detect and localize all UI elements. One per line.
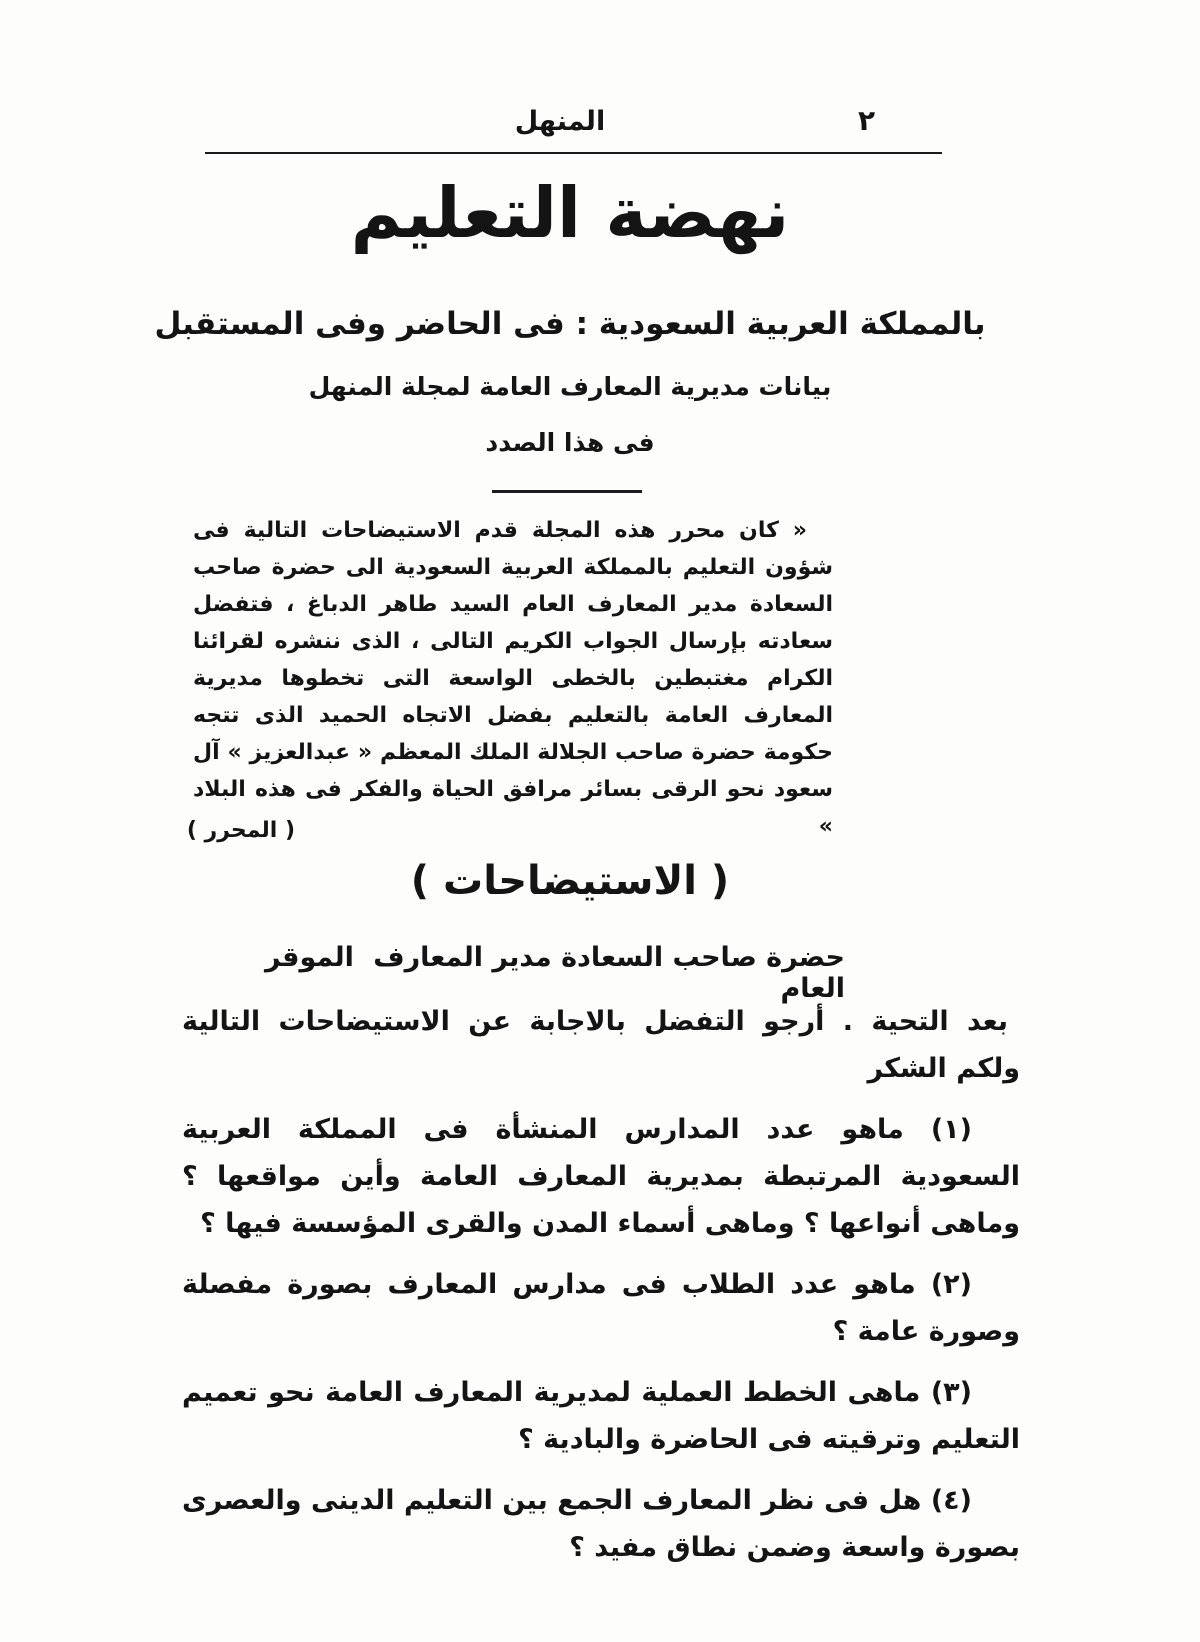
article-title: نهضة التعليم — [350, 172, 790, 254]
opening-line: بعد التحية . أرجو التفضل بالاجابة عن الاستيضاحات التالية ولكم الشكر — [182, 1006, 1020, 1084]
byline-line-2: فى هذا الصدد — [485, 428, 655, 457]
journal-title: المنهل — [514, 106, 606, 137]
question-item-1: (١) ماهو عدد المدارس المنشأة فى المملكة العربية السعودية المرتبطة بمديرية المعارف العامة وأين مواقعها ؟ وماهى أنواعها ؟ وماهى أسماء المدن والقرى المؤسسة فيها ؟ — [182, 1114, 1020, 1239]
article-subtitle: بالمملكة العربية السعودية : فى الحاضر وفى المستقبل — [154, 306, 986, 342]
header-rule — [205, 152, 942, 154]
question-item-3: (٣) ماهى الخطط العملية لمديرية المعارف العامة نحو تعميم التعليم وترقيته فى الحاضرة والبادية ؟ — [182, 1377, 1020, 1455]
questions-block — [182, 998, 1020, 1585]
section-heading: ( الاستيضاحات ) — [410, 858, 730, 904]
editor-signature: ( المحرر ) — [186, 818, 295, 843]
salutation-addressee: حضرة صاحب السعادة مدير المعارف العام — [373, 942, 845, 1004]
question-item-2: (٢) ماهو عدد الطلاب فى مدارس المعارف بصورة مفصلة وصورة عامة ؟ — [182, 1269, 1020, 1347]
page-number: ٢ — [858, 104, 876, 137]
intro-paragraph: « كان محرر هذه المجلة قدم الاستيضاحات التالية فى شؤون التعليم بالمملكة العربية السعودية الى حضرة صاحب السعادة مدير المعارف العام السيد طاهر الدباغ ، فتفضل سعادته بإرسال الجواب الكريم التالى ، الذى ننشره لقرائنا الكرام مغتبطين بالخطى الواسعة التى تخطوها مديرية المعارف العامة بالتعليم بفضل الاتجاه الحميد الذى تتجه حكومة حضرة صاحب الجلالة الملك المعظم « عبدالعزيز » آل سعود نحو الرقى بسائر مرافق الحياة والفكر فى هذه البلاد » — [193, 518, 833, 839]
salutation-line — [265, 942, 845, 1004]
title-divider-rule — [492, 490, 642, 493]
salutation-honorific: الموقر — [265, 942, 354, 973]
byline-line-1: بيانات مديرية المعارف العامة لمجلة المنهل — [308, 372, 832, 401]
question-item-4: (٤) هل فى نظر المعارف الجمع بين التعليم الدينى والعصرى بصورة واسعة وضمن نطاق مفيد ؟ — [182, 1485, 1020, 1563]
